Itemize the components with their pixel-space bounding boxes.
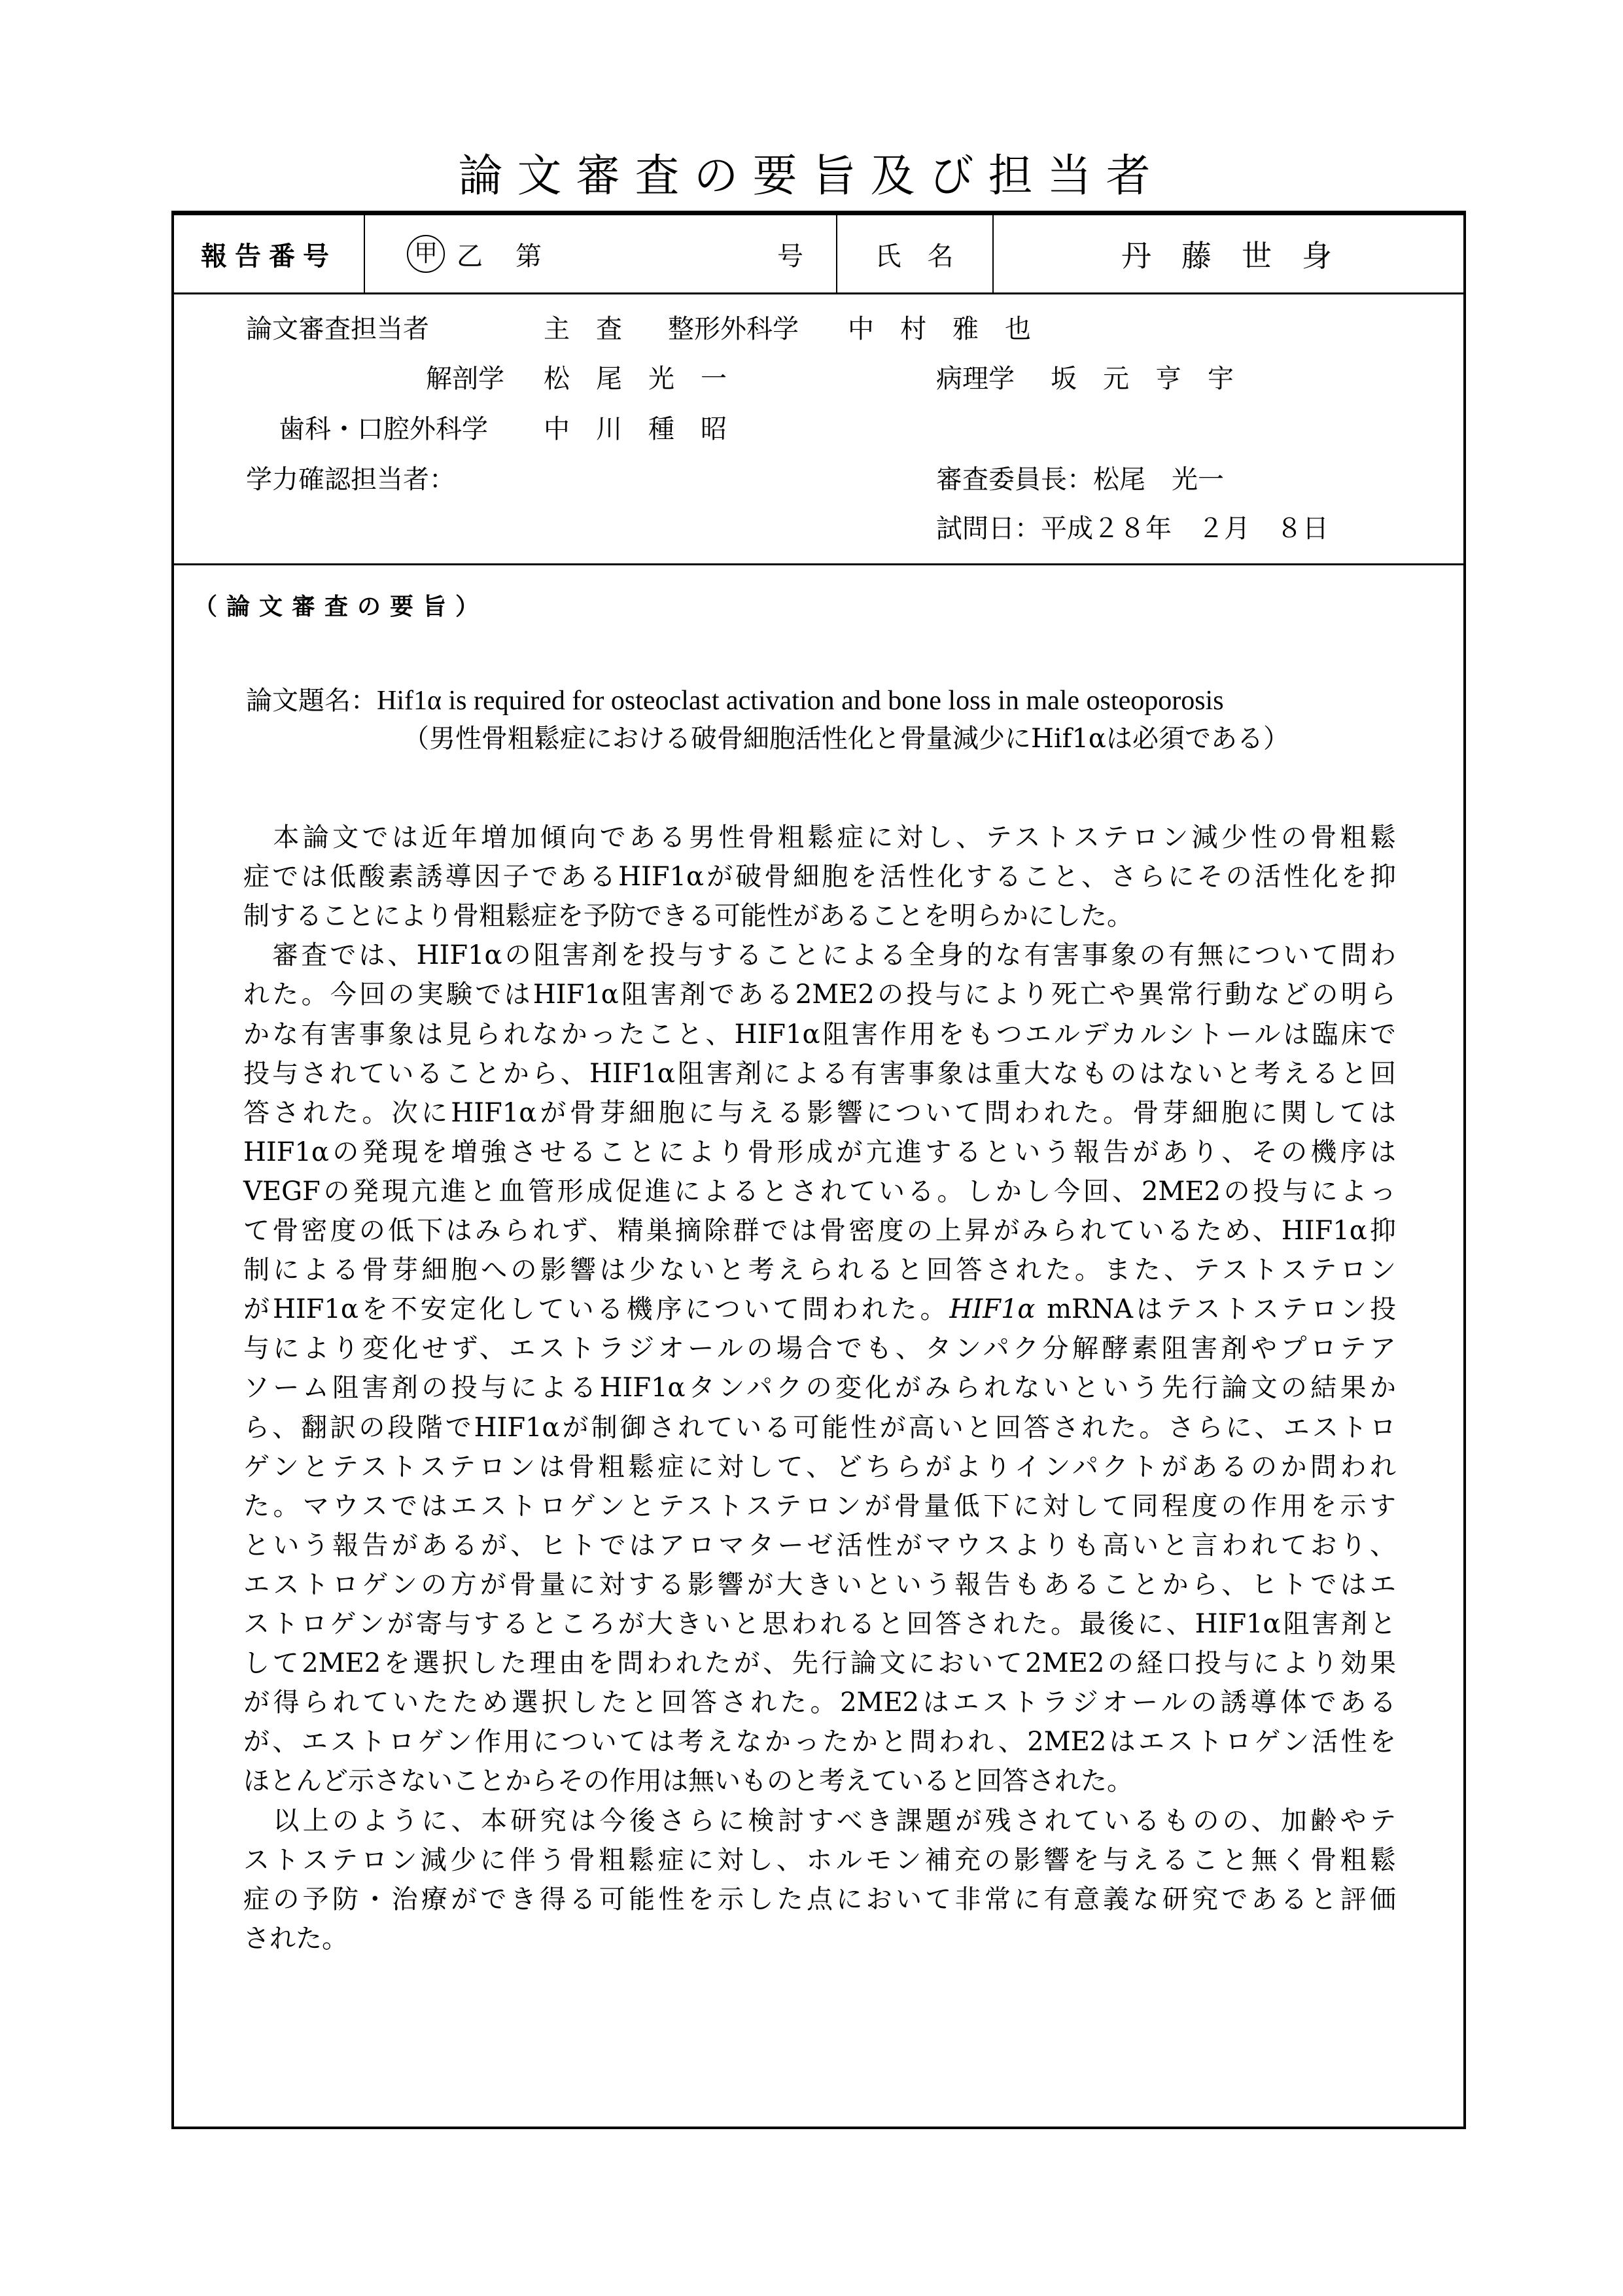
summary-line: 本論文では近年増加傾向である男性骨粗鬆症に対し、テストステロン減少性の骨粗鬆 bbox=[243, 822, 1396, 853]
summary-line-italic: HIF1α bbox=[949, 1294, 1036, 1325]
summary-line: 症では低酸素誘導因子であるHIF1αが破骨細胞を活性化すること、さらにその活性化を抑 bbox=[243, 862, 1396, 892]
summary-line: 投与されていることから、HIF1α阻害剤による有害事象は重大なものはないと考えると回 bbox=[243, 1058, 1396, 1089]
member2-name: 坂 元 亨 宇 bbox=[1051, 364, 1234, 394]
summary-line: して2ME2を選択した理由を問われたが、先行論文において2ME2の経口投与により効果 bbox=[243, 1648, 1396, 1679]
thesis-title-label: 論文題名： bbox=[246, 686, 377, 716]
summary-line: HIF1αの発現を増強させることにより骨形成が亢進するという報告があり、その機序は bbox=[243, 1137, 1396, 1167]
summary-line: 答された。次にHIF1αが骨芽細胞に与える影響について問われた。骨芽細胞に関しては bbox=[243, 1097, 1396, 1128]
summary-line bbox=[243, 1290, 1396, 1329]
academic-confirmation-label: 学力確認担当者： bbox=[246, 465, 455, 495]
exam-date: 試問日：平成２８年 ２月 ８日 bbox=[936, 514, 1329, 544]
thesis-title-ja: （男性骨粗鬆症における破骨細胞活性化と骨量減少にHif1αは必須である） bbox=[403, 724, 1289, 754]
chief-dept: 整形外科学 bbox=[668, 314, 799, 344]
summary-line: ほとんど示さないことからその作用は無いものと考えていると回答された。 bbox=[243, 1766, 1133, 1797]
summary-line: れた。今回の実験ではHIF1α阻害剤である2ME2の投与により死亡や異常行動などの明ら bbox=[243, 980, 1396, 1010]
divider bbox=[174, 563, 1463, 565]
summary-line: て骨密度の低下はみられず、精巣摘除群では骨密度の上昇がみられているため、HIF1α抑 bbox=[243, 1216, 1396, 1246]
summary-line: た。マウスではエストロゲンとテストステロンが骨量低下に対して同程度の作用を示す bbox=[243, 1491, 1396, 1521]
summary-line: 審査では、HIF1αの阻害剤を投与することによる全身的な有害事象の有無について問わ bbox=[243, 940, 1396, 971]
summary-line: が、エストロゲン作用については考えなかったかと問われ、2ME2はエストロゲン活性を bbox=[243, 1727, 1396, 1757]
summary-line-pre: がHIF1αを不安定化している機序について問われた。 bbox=[243, 1294, 950, 1325]
dai-label: 第 bbox=[515, 241, 542, 272]
summary-line: ゲンとテストステロンは骨粗鬆症に対して、どちらがよりインパクトがあるのか問われ bbox=[243, 1451, 1396, 1482]
chief-role: 主 査 bbox=[544, 314, 622, 344]
kou-circled: 甲 bbox=[407, 235, 445, 273]
member3-name: 中 川 種 昭 bbox=[544, 414, 727, 444]
summary-line: という報告があるが、ヒトではアロマターゼ活性がマウスよりも高いと言われており、 bbox=[243, 1530, 1396, 1561]
name-value: 丹 藤 世 身 bbox=[1121, 238, 1332, 274]
summary-line: ら、翻訳の段階でHIF1αが制御されている可能性が高いと回答された。さらに、エストロ bbox=[243, 1412, 1396, 1443]
gou-label: 号 bbox=[777, 241, 803, 272]
summary-line: 症の予防・治療ができ得る可能性を示した点において非常に有意義な研究であると評価 bbox=[243, 1884, 1396, 1915]
summary-line: 制による骨芽細胞への影響は少ないと考えられると回答された。また、テストステロン bbox=[243, 1255, 1396, 1286]
member3-dept: 歯科・口腔外科学 bbox=[279, 414, 488, 444]
summary-line: かな有害事象は見られなかったこと、HIF1α阻害作用をもつエルデカルシトールは臨床で bbox=[243, 1019, 1396, 1050]
summary-line-post: mRNAはテストステロン投 bbox=[1035, 1294, 1396, 1325]
summary-section-label: （論文審査の要旨） bbox=[194, 593, 489, 620]
summary-line: 以上のように、本研究は今後さらに検討すべき課題が残されているものの、加齢やテ bbox=[243, 1805, 1396, 1836]
summary-line: エストロゲンの方が骨量に対する影響が大きいという報告もあることから、ヒトではエ bbox=[243, 1569, 1396, 1600]
summary-line: ストロゲンが寄与するところが大きいと思われると回答された。最後に、HIF1α阻害剤と bbox=[243, 1609, 1396, 1639]
thesis-title bbox=[246, 680, 1224, 717]
summary-line: ストステロン減少に伴う骨粗鬆症に対し、ホルモン補充の影響を与えること無く骨粗鬆 bbox=[243, 1845, 1396, 1875]
member2-dept: 病理学 bbox=[936, 364, 1015, 394]
thesis-title-en: Hif1α is required for osteoclast activation and bone loss in male osteoporosis bbox=[377, 686, 1224, 716]
member1-name: 松 尾 光 一 bbox=[544, 364, 727, 394]
summary-line: VEGFの発現亢進と血管形成促進によるとされている。しかし今回、2ME2の投与によっ bbox=[243, 1176, 1396, 1207]
summary-line: が得られていたため選択したと回答された。2ME2はエストラジオールの誘導体である bbox=[243, 1687, 1396, 1718]
report-number-label: 報告番号 bbox=[201, 241, 337, 272]
summary-line: 制することにより骨粗鬆症を予防できる可能性があることを明らかにした。 bbox=[243, 901, 1133, 932]
report-number-cell bbox=[364, 215, 836, 292]
examiners-label: 論文審査担当者 bbox=[246, 314, 429, 344]
summary-line: された。 bbox=[243, 1923, 348, 1954]
document-title: 論文審査の要旨及び担当者 bbox=[458, 150, 1165, 202]
summary-line: 与により変化せず、エストラジオールの場合でも、タンパク分解酵素阻害剤やプロテア bbox=[243, 1333, 1396, 1364]
chief-name: 中 村 雅 也 bbox=[848, 314, 1031, 344]
summary-line: ソーム阻害剤の投与によるHIF1αタンパクの変化がみられないという先行論文の結果か bbox=[243, 1373, 1396, 1404]
divider bbox=[174, 292, 1463, 294]
committee-chair: 審査委員長：松尾 光一 bbox=[936, 465, 1224, 495]
member1-dept: 解剖学 bbox=[426, 364, 504, 394]
otsu-label: 乙 bbox=[457, 241, 483, 272]
name-label: 氏 名 bbox=[875, 241, 954, 272]
